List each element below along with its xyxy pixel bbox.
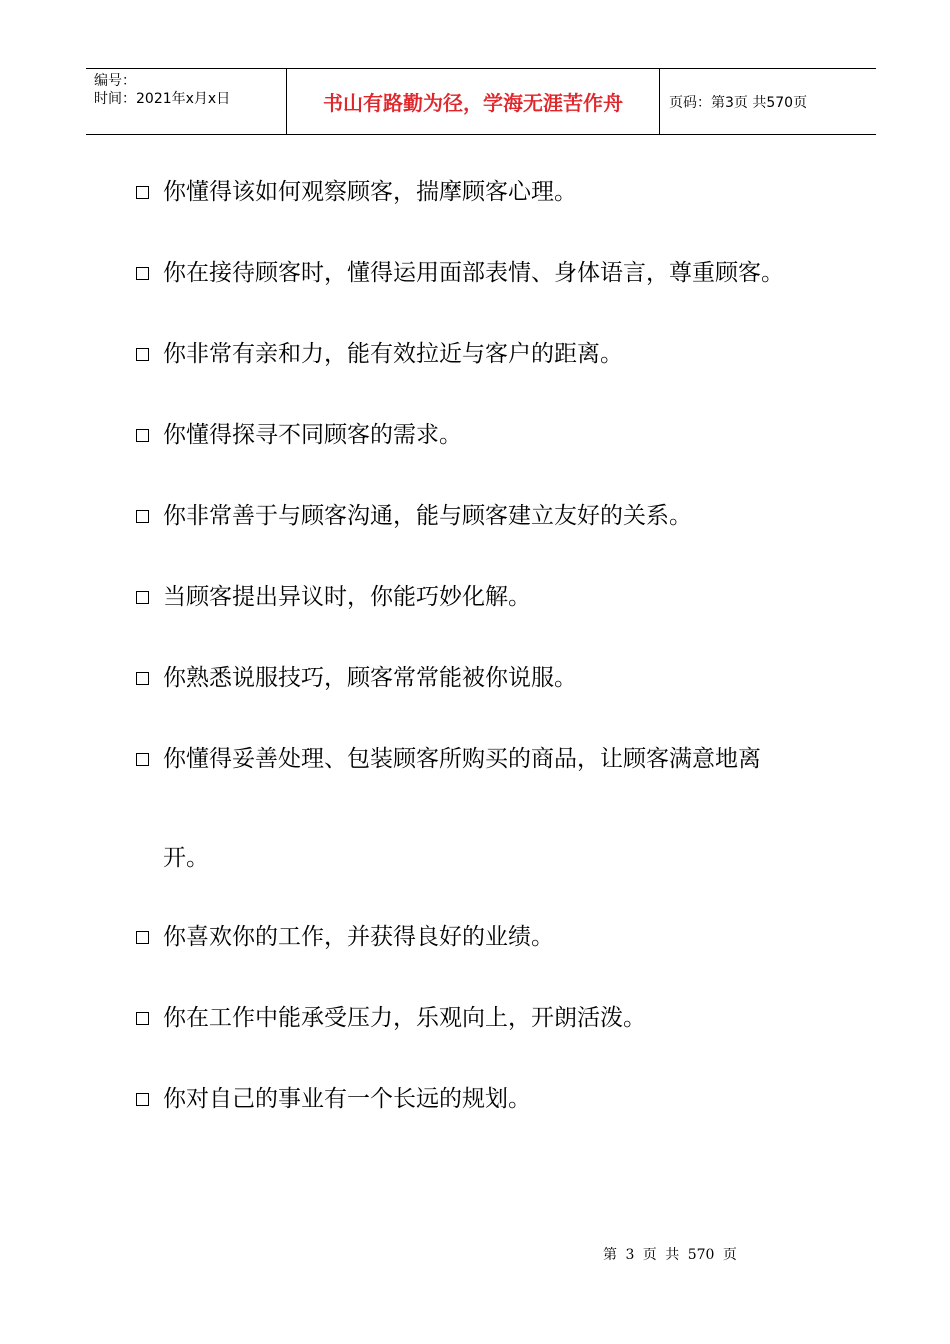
checklist-item-text: 你在接待顾客时，懂得运用面部表情、身体语言，尊重顾客。 bbox=[163, 260, 784, 286]
checkbox-icon[interactable] bbox=[136, 1012, 149, 1025]
checklist-item-text: 你懂得妥善处理、包装顾客所购买的商品，让顾客满意地离 bbox=[163, 746, 761, 772]
checklist-item-text: 你非常善于与顾客沟通，能与顾客建立友好的关系。 bbox=[163, 503, 692, 529]
checklist-item bbox=[133, 172, 577, 212]
header-meta bbox=[86, 69, 287, 134]
checklist-item-text: 你喜欢你的工作，并获得良好的业绩。 bbox=[163, 924, 554, 950]
checkbox-icon[interactable] bbox=[136, 348, 149, 361]
checklist-item-text: 你熟悉说服技巧，顾客常常能被你说服。 bbox=[163, 665, 577, 691]
checklist-item bbox=[133, 334, 623, 374]
checklist-item-continuation bbox=[133, 838, 209, 878]
checklist-item-text: 你懂得探寻不同顾客的需求。 bbox=[163, 422, 462, 448]
checklist-item-text: 你懂得该如何观察顾客，揣摩顾客心理。 bbox=[163, 179, 577, 205]
header-motto: 书山有路勤为径，学海无涯苦作舟 bbox=[287, 69, 660, 134]
checklist-item-text: 当顾客提出异议时，你能巧妙化解。 bbox=[163, 584, 531, 610]
checkbox-icon[interactable] bbox=[136, 753, 149, 766]
checklist-item bbox=[133, 496, 692, 536]
checklist-item bbox=[133, 577, 531, 617]
page-footer: 第 3 页 共 570 页 bbox=[603, 1247, 737, 1263]
header-page-info: 页码：第3页 共570页 bbox=[669, 94, 808, 111]
checklist-item bbox=[133, 253, 784, 293]
checkbox-icon[interactable] bbox=[136, 186, 149, 199]
checkbox-icon[interactable] bbox=[136, 429, 149, 442]
document-number-label: 编号： bbox=[94, 73, 136, 89]
checklist-item bbox=[133, 415, 462, 455]
checklist-item-text: 你非常有亲和力，能有效拉近与客户的距离。 bbox=[163, 341, 623, 367]
checklist-item bbox=[133, 739, 761, 779]
checklist-item bbox=[133, 917, 554, 957]
checklist-item bbox=[133, 658, 577, 698]
checkbox-icon[interactable] bbox=[136, 931, 149, 944]
checklist-item bbox=[133, 1079, 531, 1119]
checkbox-icon[interactable] bbox=[136, 267, 149, 280]
checkbox-icon[interactable] bbox=[136, 591, 149, 604]
page-header bbox=[86, 68, 876, 135]
checklist-item-text: 你在工作中能承受压力，乐观向上，开朗活泼。 bbox=[163, 1005, 646, 1031]
checklist-item-text: 你对自己的事业有一个长远的规划。 bbox=[163, 1086, 531, 1112]
checkbox-icon[interactable] bbox=[136, 1093, 149, 1106]
checkbox-icon[interactable] bbox=[136, 672, 149, 685]
checklist-item-text: 开。 bbox=[163, 845, 209, 871]
checkbox-icon[interactable] bbox=[136, 510, 149, 523]
checklist-item bbox=[133, 998, 646, 1038]
document-date-label: 时间：2021年x月x日 bbox=[94, 91, 231, 107]
